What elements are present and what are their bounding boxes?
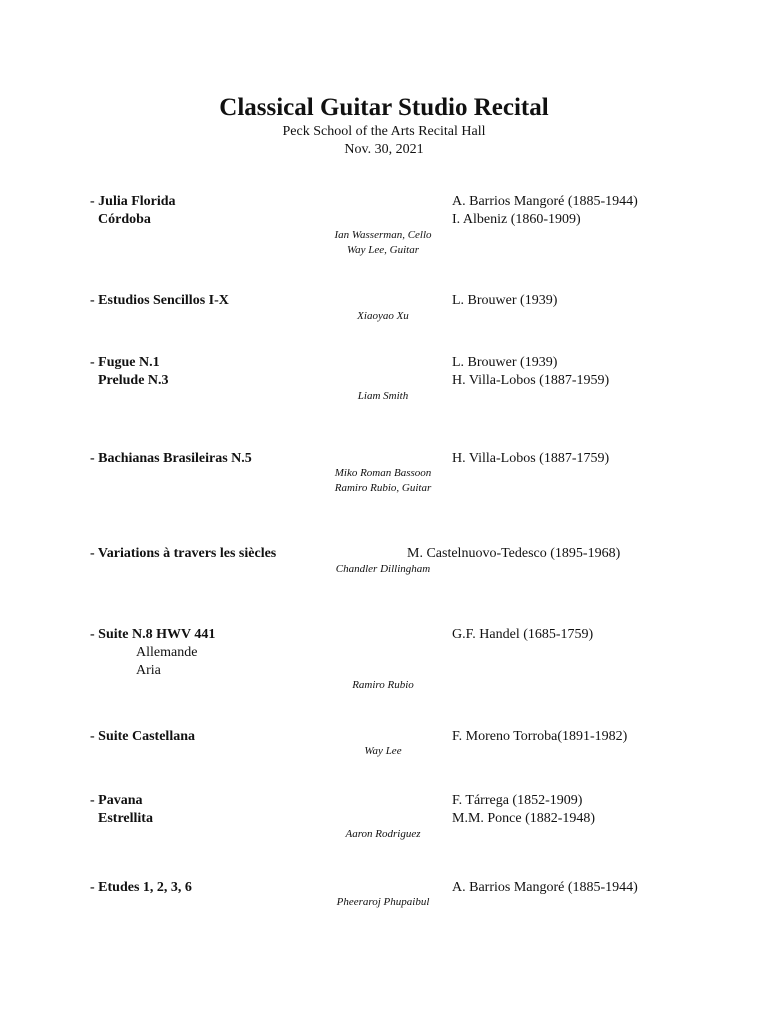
piece-title: - Etudes 1, 2, 3, 6 [90, 880, 192, 895]
performer: Ramiro Rubio [352, 679, 414, 691]
piece-title: - Julia Florida [90, 194, 176, 209]
composer: I. Albeniz (1860-1909) [452, 212, 581, 227]
composer: F. Moreno Torroba(1891-1982) [452, 729, 628, 744]
piece-title: - Pavana [90, 793, 143, 808]
piece-title: - Estudios Sencillos I-X [90, 293, 229, 308]
performer: Liam Smith [357, 390, 409, 402]
piece-title: Córdoba [98, 212, 151, 227]
performer: Miko Roman Bassoon [334, 467, 432, 479]
venue-line: Peck School of the Arts Recital Hall [282, 124, 486, 139]
composer: F. Tárrega (1852-1909) [452, 793, 583, 808]
movement: Aria [136, 663, 161, 678]
performer: Pheeraroj Phupaibul [336, 896, 430, 908]
composer: A. Barrios Mangoré (1885-1944) [452, 194, 638, 209]
piece-title: - Bachianas Brasileiras N.5 [90, 451, 252, 466]
performer: Aaron Rodriguez [345, 828, 421, 840]
piece-title: - Suite Castellana [90, 729, 195, 744]
performer: Xiaoyao Xu [357, 310, 409, 322]
piece-title: Prelude N.3 [98, 373, 169, 388]
composer: H. Villa-Lobos (1887-1759) [452, 451, 610, 466]
performer: Ramiro Rubio, Guitar [334, 482, 432, 494]
piece-title: Estrellita [98, 811, 153, 826]
performer: Way Lee [364, 745, 402, 757]
piece-title: - Variations à travers les siècles [90, 546, 277, 561]
composer: A. Barrios Mangoré (1885-1944) [452, 880, 638, 895]
composer: L. Brouwer (1939) [452, 293, 558, 308]
piece-title: - Fugue N.1 [90, 355, 160, 370]
composer: M.M. Ponce (1882-1948) [452, 811, 596, 826]
performer: Way Lee, Guitar [346, 244, 419, 256]
composer: M. Castelnuovo-Tedesco (1895-1968) [407, 546, 621, 561]
performer: Ian Wasserman, Cello [334, 229, 432, 241]
piece-title: - Suite N.8 HWV 441 [90, 627, 216, 642]
date-line: Nov. 30, 2021 [344, 142, 424, 157]
page-title: Classical Guitar Studio Recital [219, 94, 549, 121]
performer: Chandler Dillingham [335, 563, 431, 575]
composer: H. Villa-Lobos (1887-1959) [452, 373, 610, 388]
composer: L. Brouwer (1939) [452, 355, 558, 370]
movement: Allemande [136, 645, 198, 660]
composer: G.F. Handel (1685-1759) [452, 627, 594, 642]
